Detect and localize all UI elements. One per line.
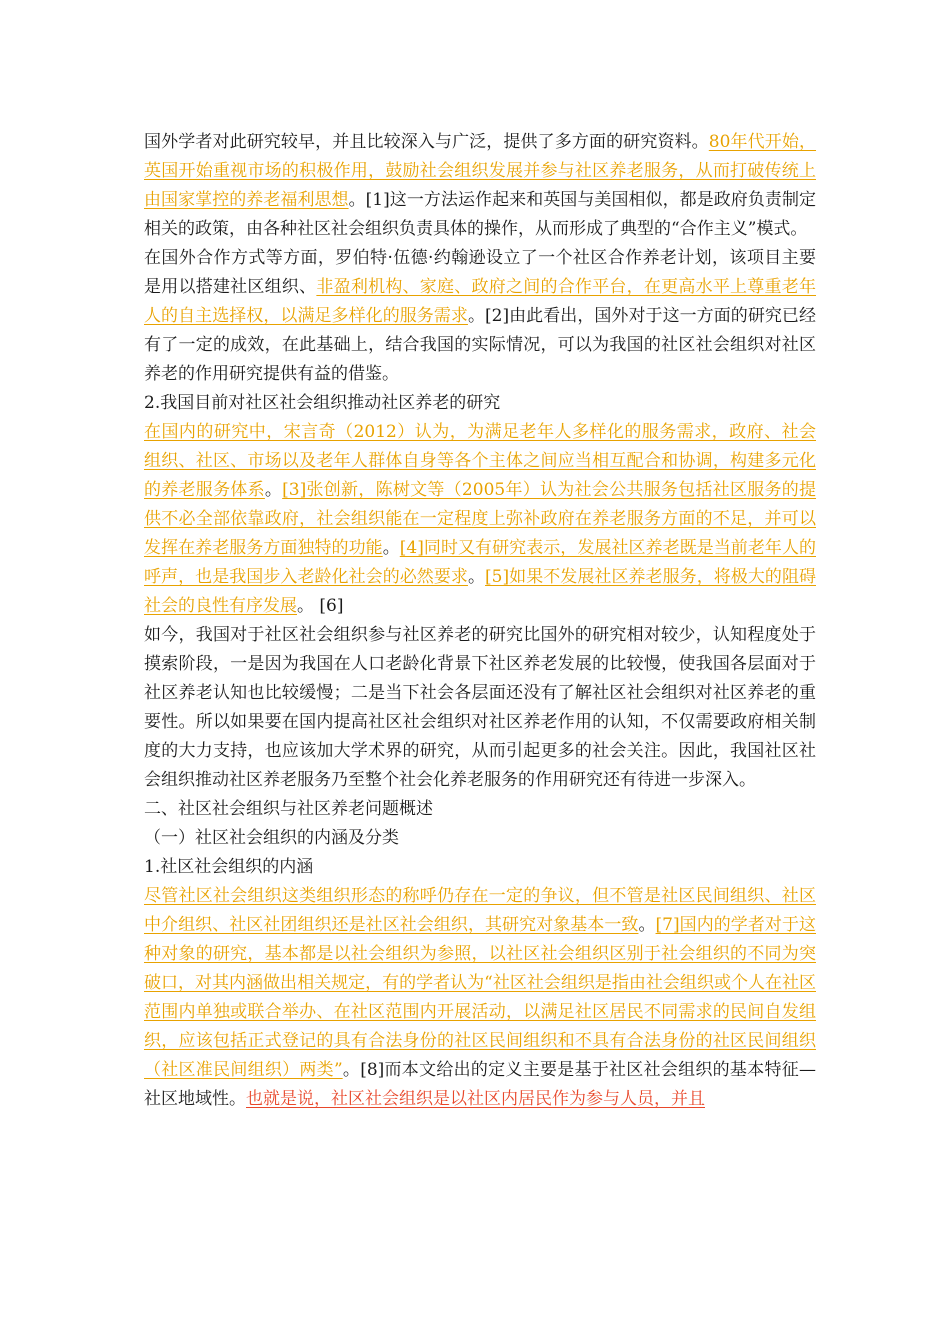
highlighted-text: 非盈利机构、家庭、政府之间的合作平台，在更高水平上尊重老年人的自主选择权，以满足多样化的服务需求 <box>144 277 817 326</box>
paragraph <box>144 882 816 1114</box>
paragraph <box>144 389 816 418</box>
body-text: 。[8]而本文给出的定义主要是基于社区社会组织的基本特征—社区地域性。 <box>144 1060 816 1109</box>
highlighted-text: [5]如果不发展社区养老服务，将极大的阻碍社会的良性有序发展 <box>144 567 816 616</box>
body-text: 如今，我国对于社区社会组织参与社区养老的研究比国外的研究相对较少，认知程度处于摸索阶段，一是因为我国在人口老龄化背景下社区养老发展的比较慢，使我国各层面对于社区养老认知也比较缓慢；二是当下社会各层面还没有了解社区社会组织对社区养老的重要性。所以如果要在国内提高社区社会组织对社区养老作用的认知，不仅需要政府相关制度的大力支持，也应该加大学术界的研究，从而引起更多的社会关注。因此，我国社区社会组织推动社区养老服务乃至整个社会化养老服务的作用研究还有待进一步深入。 <box>144 625 816 790</box>
highlighted-text: [4]同时又有研究表示，发展社区养老既是当前老年人的呼声，也是我国步入老龄化社会的必然要求 <box>144 538 816 587</box>
body-text: 二、社区社会组织与社区养老问题概述 <box>144 799 433 819</box>
highlighted-text-red: 也就是说，社区社会组织是以社区内居民作为参与人员，并且 <box>246 1089 705 1109</box>
body-text: 。[2]由此看出，国外对于这一方面的研究已经有了一定的成效，在此基础上，结合我国的实际情况，可以为我国的社区社会组织对社区养老的作用研究提供有益的借鉴。 <box>144 306 816 384</box>
highlighted-text: 在国内的研究中，宋言奇（2012）认为，为满足老年人多样化的服务需求，政府、社会组织、社区、市场以及老年人群体自身等各个主体之间应当相互配合和协调，构建多元化的养老服务体系 <box>144 422 816 500</box>
body-text: （一）社区社会组织的内涵及分类 <box>144 828 399 848</box>
paragraph <box>144 853 816 882</box>
paragraph <box>144 418 816 621</box>
body-text: 。 [6] <box>297 596 344 616</box>
paragraph <box>144 244 816 389</box>
body-text: 在国外合作方式等方面，罗伯特·伍德·约翰逊设立了一个社区合作养老计划，该项目主要是用以搭建社区组织、 <box>144 248 816 297</box>
highlighted-text: 80年代开始，英国开始重视市场的积极作用，鼓励社会组织发展并参与社区养老服务，从而打破传统上由国家掌控的养老福利思想 <box>144 132 817 210</box>
body-text: 。[1]这一方法运作起来和英国与美国相似，都是政府负责制定相关的政策，由各种社区社会组织负责具体的操作，从而形成了典型的“合作主义”模式。 <box>144 190 816 239</box>
highlighted-text: [3]张创新，陈树文等（2005年）认为社会公共服务包括社区服务的提供不必全部依靠政府，社会组织能在一定程度上弥补政府在养老服务方面的不足，并可以发挥在养老服务方面独特的功能 <box>144 480 817 558</box>
paragraph <box>144 795 816 824</box>
body-text: 。 <box>264 480 283 500</box>
paragraph <box>144 824 816 853</box>
body-text: 2.我国目前对社区社会组织推动社区养老的研究 <box>144 393 501 413</box>
document-body <box>144 128 816 1114</box>
body-text: 国外学者对此研究较早，并且比较深入与广泛，提供了多方面的研究资料。 <box>144 132 709 152</box>
highlighted-text: [7]国内的学者对于这种对象的研究，基本都是以社会组织为参照，以社区社会组织区别于社会组织的不同为突破口，对其内涵做出相关规定，有的学者认为“社区社会组织是指由社会组织或个人在社区范围内单独或联合举办、在社区范围内开展活动，以满足社区居民不同需求的民间自发组织，应该包括正式登记的具有合法身份的社区民间组织和不具有合法身份的社区民间组织（社区准民间组织）两类” <box>144 915 817 1080</box>
body-text: 。 <box>467 567 486 587</box>
paragraph <box>144 621 816 795</box>
paragraph <box>144 128 816 244</box>
body-text: 。 <box>638 915 656 935</box>
body-text: 1.社区社会组织的内涵 <box>144 857 314 877</box>
body-text: 。 <box>382 538 400 558</box>
highlighted-text: 尽管社区社会组织这类组织形态的称呼仍存在一定的争议，但不管是社区民间组织、社区中介组织、社区社团组织还是社区社会组织，其研究对象基本一致 <box>144 886 816 935</box>
